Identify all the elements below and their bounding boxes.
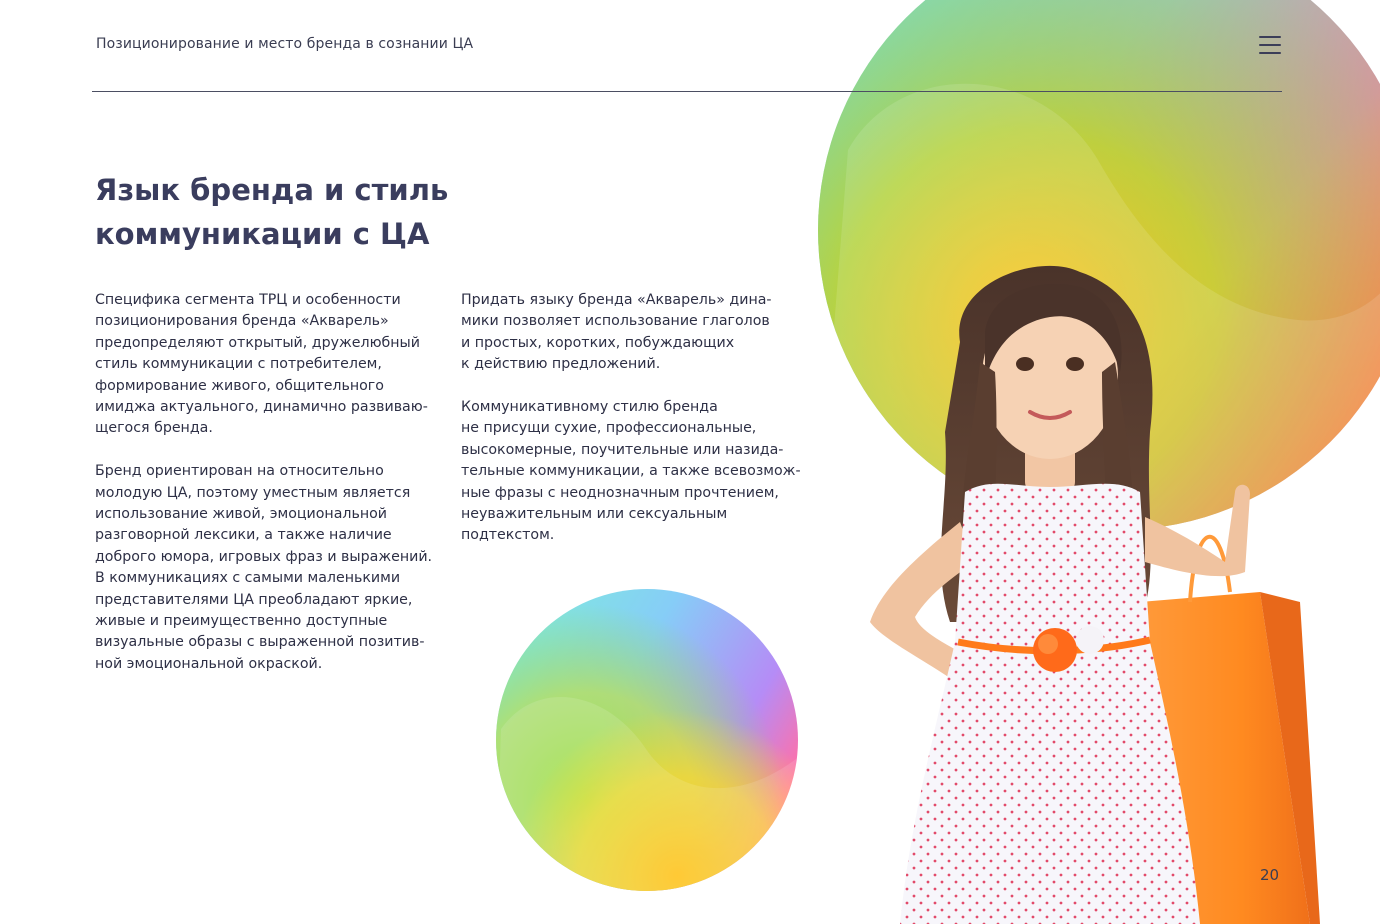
- paragraph: Специфика сегмента ТРЦ и особенности позиционирования бренда «Акварель» предопределяют открытый, дружелюбный стиль коммуникации с потребителем, формирование живого, общительного имиджа актуального, динамично развиваю- щегося бренда.: [95, 292, 428, 437]
- header-divider: [92, 91, 1282, 92]
- paragraph: Коммуникативному стилю бренда не присущи сухие, профессиональные, высокомерные, поучительные или назида- тельные коммуникации, а также всевозмож- ные фразы с неоднозначным прочтением, неуважительным или сексуальным подтекстом.: [461, 399, 801, 544]
- text-column-right: [461, 290, 801, 568]
- menu-line-icon: [1259, 44, 1281, 46]
- paragraph: Придать языку бренда «Акварель» дина- мики позволяет использование глаголов и простых, коротких, побуждающих к действию предложений.: [461, 292, 772, 373]
- small-gradient-orb: [496, 589, 798, 891]
- girl-with-shopping-bag-photo: [840, 262, 1340, 924]
- menu-line-icon: [1259, 52, 1281, 54]
- hamburger-menu-icon[interactable]: [1259, 36, 1281, 54]
- text-column-left: [95, 290, 435, 697]
- paragraph: Бренд ориентирован на относительно молодую ЦА, поэтому уместным является использование живой, эмоциональной разговорной лексики, а также наличие доброго юмора, игровых фраз и выражений. В коммуникациях с самыми маленькими представителями ЦА преобладают яркие, живые и преимущественно доступные визуальные образы с выраженной позитив- ной эмоциональной окраской.: [95, 463, 433, 672]
- page-number: 20: [1260, 866, 1280, 884]
- page-heading: Язык бренда и стиль коммуникации с ЦА: [95, 173, 449, 251]
- header-title: Позиционирование и место бренда в сознании ЦА: [96, 36, 474, 52]
- menu-line-icon: [1259, 36, 1281, 38]
